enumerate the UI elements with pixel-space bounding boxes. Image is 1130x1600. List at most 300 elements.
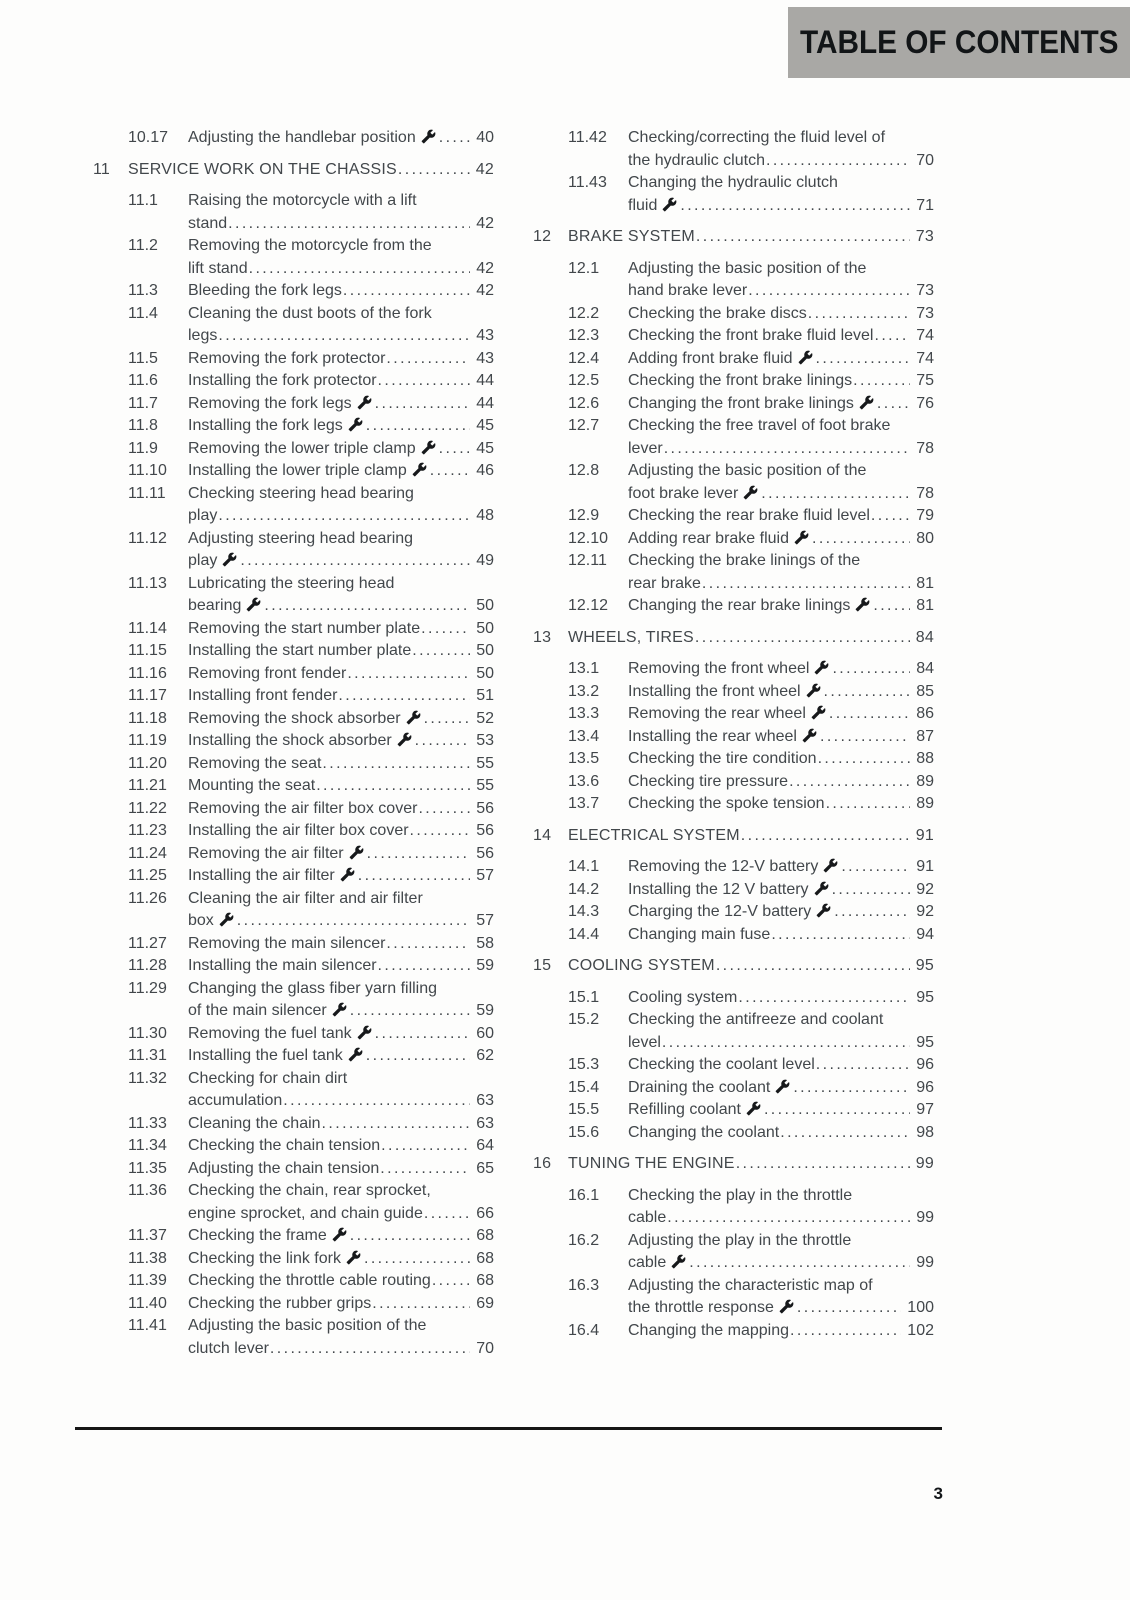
toc-entry	[93, 1315, 494, 1360]
dot-leader	[825, 793, 911, 816]
entry-page: 97	[916, 1101, 934, 1118]
dot-leader	[227, 213, 470, 236]
entry-number: 15.4	[568, 1078, 600, 1096]
toc-entry	[93, 415, 494, 438]
entry-page: 64	[476, 1137, 494, 1154]
entry-number: 14.2	[568, 880, 600, 898]
entry-body	[188, 730, 494, 753]
entry-number: 13.3	[568, 705, 600, 722]
entry-title: rear brake	[628, 574, 701, 592]
wrench-icon	[332, 1225, 347, 1248]
entry-body	[628, 703, 934, 726]
entry-title: Removing the shock absorber	[188, 709, 401, 727]
dot-leader	[371, 1293, 470, 1316]
toc-entry	[533, 550, 934, 595]
dot-leader	[779, 1122, 910, 1145]
entry-title: Checking the tire condition	[628, 750, 817, 767]
toc-entry	[93, 370, 494, 393]
dot-leader	[715, 955, 910, 978]
dot-leader	[377, 370, 471, 393]
entry-number: 11.6	[128, 372, 158, 389]
toc-entry	[533, 226, 934, 249]
entry-number: 12.5	[568, 372, 600, 389]
toc-columns	[93, 127, 934, 1360]
entry-title: Installing the fuel tank	[188, 1047, 343, 1064]
entry-title: BRAKE SYSTEM	[568, 228, 695, 245]
toc-entry	[533, 856, 934, 879]
toc-entry	[533, 172, 934, 217]
dot-leader	[852, 370, 910, 393]
entry-last-line	[628, 1252, 934, 1275]
entry-body	[568, 226, 934, 249]
dot-leader	[796, 1297, 901, 1320]
dot-leader	[811, 528, 910, 551]
entry-body	[628, 505, 934, 528]
toc-entry	[533, 955, 934, 978]
toc-entry	[93, 1270, 494, 1293]
toc-entry	[93, 573, 494, 618]
entry-last-line	[188, 955, 494, 978]
entry-body	[188, 1158, 494, 1181]
entry-body	[628, 658, 934, 681]
dot-leader	[807, 303, 910, 326]
toc-entry	[93, 1068, 494, 1113]
entry-number: 11.26	[128, 889, 167, 907]
entry-last-line	[188, 1000, 494, 1023]
toc-entry	[93, 978, 494, 1023]
dot-leader	[831, 879, 911, 902]
entry-title-line: Checking steering head bearing	[188, 484, 414, 502]
entry-page: 86	[916, 705, 934, 722]
entry-title: Draining the coolant	[628, 1078, 771, 1096]
toc-entry	[93, 933, 494, 956]
entry-page: 99	[916, 1209, 934, 1226]
toc-entry	[533, 127, 934, 172]
entry-body	[188, 843, 494, 866]
dot-leader	[365, 415, 470, 438]
entry-last-line	[628, 658, 934, 681]
dot-leader	[374, 1023, 471, 1046]
entry-page: 44	[476, 394, 494, 412]
entry-title: accumulation	[188, 1092, 283, 1109]
entry-title-line: Adjusting the characteristic map of	[628, 1276, 873, 1294]
wrench-icon	[406, 708, 421, 731]
entry-number: 11.3	[128, 282, 158, 299]
entry-number: 11.28	[128, 957, 167, 974]
dot-leader	[763, 1099, 910, 1122]
toc-entry	[93, 190, 494, 235]
entry-number: 11.35	[128, 1159, 167, 1177]
entry-title: Changing the mapping	[628, 1321, 790, 1339]
entry-page: 43	[476, 327, 494, 344]
entry-number: 13	[533, 628, 552, 646]
wrench-icon	[412, 460, 427, 483]
toc-entry	[93, 618, 494, 641]
entry-page: 60	[476, 1024, 494, 1042]
entry-body	[188, 888, 494, 933]
entry-body	[628, 1077, 934, 1100]
entry-page: 95	[916, 988, 934, 1006]
entry-page: 50	[476, 642, 494, 659]
toc-entry	[93, 753, 494, 776]
entry-title-line: Adjusting the basic position of the	[628, 259, 867, 277]
entry-last-line	[628, 856, 934, 879]
entry-page: 84	[916, 660, 934, 677]
entry-page: 87	[916, 727, 934, 745]
toc-entry	[533, 1153, 934, 1176]
dot-leader	[876, 393, 910, 416]
dot-leader	[666, 1207, 910, 1230]
entry-title: Bleeding the fork legs	[188, 282, 342, 299]
entry-title-line: Cleaning the air filter and air filter	[188, 889, 423, 907]
wrench-icon	[662, 195, 677, 218]
entry-last-line	[188, 910, 494, 933]
entry-last-line	[628, 726, 934, 749]
entry-page: 68	[476, 1227, 494, 1244]
entry-last-line	[188, 213, 494, 236]
entry-last-line	[628, 681, 934, 704]
entry-page: 88	[916, 750, 934, 767]
wrench-icon	[222, 550, 237, 573]
toc-entry	[533, 1230, 934, 1275]
entry-title: Installing the 12 V battery	[628, 880, 809, 898]
entry-body	[628, 1099, 934, 1122]
dot-leader	[872, 595, 910, 618]
entry-body	[188, 865, 494, 888]
wrench-icon	[798, 348, 813, 371]
toc-entry	[93, 483, 494, 528]
entry-title: Removing the air filter box cover	[188, 799, 418, 817]
entry-title: of the main silencer	[188, 1002, 327, 1019]
entry-body	[188, 640, 494, 663]
dot-leader	[379, 1158, 470, 1181]
entry-title: Checking the front brake linings	[628, 372, 853, 389]
wrench-icon	[671, 1252, 686, 1275]
toc-entry	[533, 901, 934, 924]
entry-title: Removing the fork protector	[188, 349, 386, 367]
dot-leader	[363, 1248, 470, 1271]
wrench-icon	[802, 726, 817, 749]
entry-page: 48	[476, 507, 494, 524]
entry-last-line	[628, 987, 934, 1010]
entry-title: play	[188, 552, 218, 569]
dot-leader	[423, 1203, 470, 1226]
dot-leader	[694, 627, 910, 650]
entry-title: Charging the 12-V battery	[628, 903, 812, 920]
entry-page: 102	[907, 1321, 934, 1339]
entry-last-line	[188, 798, 494, 821]
toc-entry	[533, 879, 934, 902]
toc-entry	[533, 1185, 934, 1230]
dot-leader	[385, 933, 470, 956]
entry-page: 68	[476, 1249, 494, 1267]
entry-body	[188, 1113, 494, 1136]
entry-last-line	[188, 1023, 494, 1046]
toc-entry	[93, 865, 494, 888]
entry-number: 11.13	[128, 574, 167, 592]
entry-body	[188, 1225, 494, 1248]
toc-entry	[533, 595, 934, 618]
entry-page: 81	[916, 597, 934, 614]
entry-page: 70	[916, 151, 934, 169]
entry-body	[628, 726, 934, 749]
entry-page: 56	[476, 822, 494, 839]
entry-last-line	[188, 775, 494, 798]
entry-last-line	[628, 748, 934, 771]
toc-entry	[533, 771, 934, 794]
dot-leader	[789, 1320, 901, 1343]
entry-title: Mounting the seat	[188, 777, 316, 794]
toc-entry	[93, 1135, 494, 1158]
toc-entry	[93, 685, 494, 708]
dot-leader	[815, 348, 911, 371]
entry-body	[188, 1248, 494, 1271]
entry-page: 55	[476, 754, 494, 772]
entry-body	[188, 1135, 494, 1158]
toc-entry	[93, 528, 494, 573]
entry-title-line: Lubricating the steering head	[188, 574, 395, 592]
entry-number: 11.2	[128, 237, 158, 254]
entry-title: Changing the front brake linings	[628, 394, 854, 412]
entry-body	[628, 393, 934, 416]
entry-title: Checking the front brake fluid level	[628, 327, 874, 344]
entry-last-line	[568, 627, 934, 650]
entry-page: 100	[907, 1299, 934, 1316]
toc-entry	[533, 748, 934, 771]
entry-number: 11.7	[128, 394, 158, 412]
entry-title: Adjusting the chain tension	[188, 1159, 380, 1177]
entry-number: 15	[533, 957, 552, 974]
entry-title: Removing the 12-V battery	[628, 858, 819, 875]
entry-last-line	[188, 595, 494, 618]
entry-page: 99	[916, 1254, 934, 1271]
entry-page: 56	[476, 799, 494, 817]
entry-page: 85	[916, 682, 934, 700]
entry-page: 55	[476, 777, 494, 794]
entry-title-line: Changing the hydraulic clutch	[628, 174, 838, 191]
entry-page: 69	[476, 1294, 494, 1312]
entry-page: 42	[476, 214, 494, 232]
entry-last-line	[628, 348, 934, 371]
entry-title: cable	[628, 1254, 667, 1271]
entry-body	[628, 987, 934, 1010]
entry-page: 79	[916, 507, 934, 524]
entry-page: 80	[916, 529, 934, 547]
toc-entry	[93, 708, 494, 731]
dot-leader	[349, 1225, 470, 1248]
entry-title-line: Checking the free travel of foot brake	[628, 417, 891, 434]
entry-title: Installing the front wheel	[628, 682, 801, 700]
entry-last-line	[568, 226, 934, 249]
toc-entry	[93, 955, 494, 978]
entry-title-line: Adjusting the basic position of the	[628, 462, 867, 479]
entry-title: TUNING THE ENGINE	[568, 1155, 735, 1172]
toc-entry	[93, 1045, 494, 1068]
entry-last-line	[628, 438, 934, 461]
dot-leader	[417, 798, 470, 821]
entry-page: 45	[476, 439, 494, 457]
entry-title-line: Removing the motorcycle from the	[188, 237, 432, 254]
entry-last-line	[188, 663, 494, 686]
page-title: TABLE OF CONTENTS	[799, 24, 1119, 60]
entry-body	[568, 955, 934, 978]
entry-body	[628, 595, 934, 618]
entry-number: 11.25	[128, 867, 167, 884]
wrench-icon	[806, 681, 821, 704]
entry-title-line: Adjusting steering head bearing	[188, 529, 414, 547]
entry-last-line	[188, 708, 494, 731]
entry-page: 59	[476, 957, 494, 974]
entry-page: 96	[916, 1078, 934, 1096]
toc-entry	[533, 460, 934, 505]
entry-last-line	[628, 393, 934, 416]
entry-page: 92	[916, 903, 934, 920]
entry-last-line	[188, 820, 494, 843]
entry-last-line	[628, 325, 934, 348]
toc-entry	[93, 775, 494, 798]
entry-number: 12.10	[568, 529, 609, 547]
entry-title: Installing the fork protector	[188, 372, 377, 389]
toc-entry	[93, 888, 494, 933]
entry-number: 14.4	[568, 925, 600, 943]
dot-leader	[429, 460, 470, 483]
entry-body	[188, 303, 494, 348]
entry-page: 57	[476, 867, 494, 884]
entry-last-line	[568, 1153, 934, 1176]
entry-last-line	[188, 1090, 494, 1113]
entry-number: 13.5	[568, 750, 600, 767]
entry-number: 11.23	[128, 822, 167, 839]
entry-page: 49	[476, 552, 494, 569]
entry-body	[628, 793, 934, 816]
entry-title: Removing the seat	[188, 754, 322, 772]
entry-last-line	[628, 771, 934, 794]
wrench-icon	[348, 415, 363, 438]
dot-leader	[380, 1135, 470, 1158]
entry-body	[188, 460, 494, 483]
entry-title: box	[188, 912, 214, 929]
entry-body	[188, 1180, 494, 1225]
entry-body	[628, 348, 934, 371]
entry-number: 11.38	[128, 1249, 167, 1267]
entry-body	[628, 1185, 934, 1230]
entry-number: 12.7	[568, 417, 600, 434]
entry-body	[188, 753, 494, 776]
toc-entry	[533, 393, 934, 416]
toc-entry	[533, 325, 934, 348]
entry-page: 91	[916, 858, 934, 875]
entry-body	[188, 820, 494, 843]
entry-body	[188, 708, 494, 731]
entry-last-line	[628, 505, 934, 528]
entry-page: 74	[916, 349, 934, 367]
dot-leader	[321, 753, 470, 776]
toc-entry	[93, 663, 494, 686]
toc-entry	[93, 798, 494, 821]
entry-last-line	[188, 730, 494, 753]
dot-leader	[735, 1153, 910, 1176]
entry-title: ELECTRICAL SYSTEM	[568, 826, 740, 844]
wrench-icon	[814, 658, 829, 681]
dot-leader	[423, 708, 471, 731]
dot-leader	[788, 771, 910, 794]
dot-leader	[828, 703, 910, 726]
entry-title: Cooling system	[628, 988, 738, 1006]
toc-entry	[93, 159, 494, 182]
entry-last-line	[188, 393, 494, 416]
dot-leader	[239, 550, 470, 573]
wrench-icon	[794, 528, 809, 551]
entry-number: 13.7	[568, 795, 600, 812]
entry-title: the throttle response	[628, 1299, 774, 1316]
entry-title: Refilling coolant	[628, 1101, 741, 1118]
dot-leader	[365, 1045, 470, 1068]
entry-last-line	[628, 1032, 934, 1055]
dot-leader	[792, 1077, 910, 1100]
toc-entry	[93, 1225, 494, 1248]
entry-number: 11.12	[128, 529, 167, 547]
entry-number: 12.2	[568, 304, 600, 322]
dot-leader	[817, 748, 911, 771]
entry-page: 95	[916, 1033, 934, 1051]
wrench-icon	[811, 703, 826, 726]
entry-body	[628, 1009, 934, 1054]
entry-body	[628, 924, 934, 947]
entry-title: level	[628, 1033, 661, 1051]
entry-title: Removing the fork legs	[188, 394, 352, 412]
entry-number: 11.17	[128, 687, 167, 704]
entry-title: Checking tire pressure	[628, 772, 789, 790]
entry-title: bearing	[188, 597, 242, 614]
dot-leader	[870, 505, 910, 528]
entry-page: 73	[915, 228, 934, 245]
dot-leader	[431, 1270, 470, 1293]
wrench-icon	[859, 393, 874, 416]
entry-body	[628, 1230, 934, 1275]
entry-page: 63	[476, 1114, 494, 1132]
entry-body	[628, 748, 934, 771]
entry-number: 12.9	[568, 507, 600, 524]
entry-page: 42	[476, 282, 494, 299]
toc-entry	[93, 280, 494, 303]
entry-number: 16.4	[568, 1321, 600, 1339]
toc-entry	[533, 793, 934, 816]
entry-title: lever	[628, 439, 663, 457]
entry-body	[628, 528, 934, 551]
toc-entry	[93, 1248, 494, 1271]
entry-title: Checking the rear brake fluid level	[628, 507, 870, 524]
wrench-icon	[775, 1077, 790, 1100]
toc-entry	[533, 415, 934, 460]
entry-page: 73	[916, 304, 934, 322]
dot-leader	[321, 1113, 471, 1136]
entry-title: Checking the throttle cable routing	[188, 1272, 431, 1289]
entry-number: 11.32	[128, 1069, 167, 1087]
entry-page: 63	[476, 1092, 494, 1109]
entry-last-line	[628, 595, 934, 618]
entry-last-line	[188, 1248, 494, 1271]
entry-number: 11.43	[568, 174, 607, 191]
entry-title: Installing the lower triple clamp	[188, 462, 407, 479]
entry-last-line	[568, 825, 934, 848]
dot-leader	[349, 1000, 470, 1023]
dot-leader	[833, 901, 910, 924]
entry-body	[188, 438, 494, 461]
wrench-icon	[357, 1023, 372, 1046]
entry-title: Removing the start number plate	[188, 619, 421, 637]
entry-title: Adjusting the handlebar position	[188, 129, 416, 146]
entry-number: 15.2	[568, 1011, 600, 1028]
